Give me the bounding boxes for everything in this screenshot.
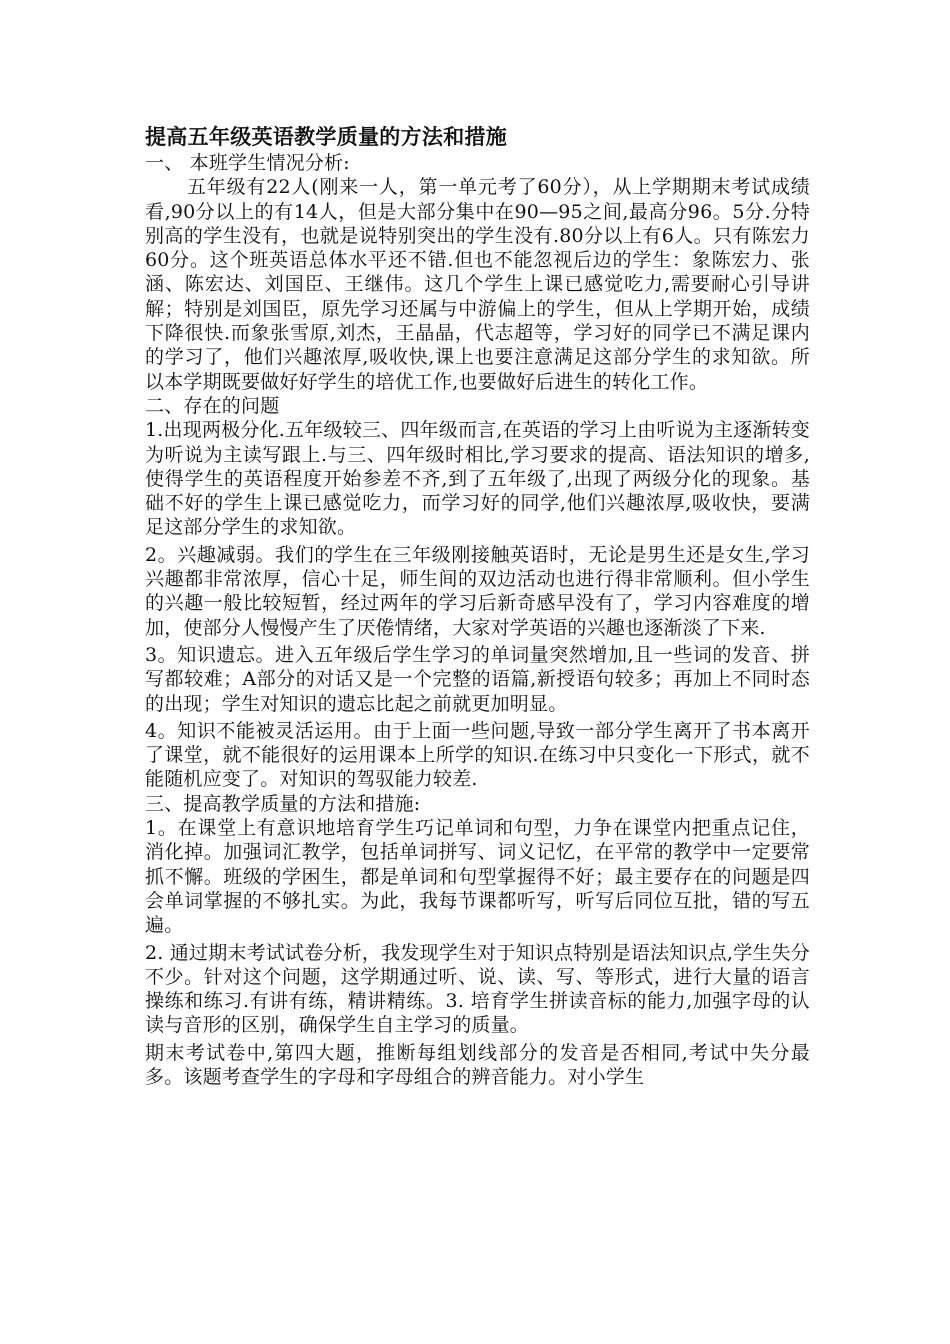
section-heading-2: 二、存在的问题 [145,394,280,417]
document-title: 提高五年级英语教学质量的方法和措施 [145,124,508,149]
paragraph-measure-3: 期末考试卷中,第四大题，推断每组划线部分的发音是否相同,考试中失分最多。该题考查学生的字母和字母组合的辨音能力。对小学生 [145,1041,810,1088]
paragraph-measure-2: 2. 通过期末考试试卷分析，我发现学生对于知识点特别是语法知识点,学生失分不少。针对这个问题，这学期通过听、说、读、写、等形式，进行大量的语言操练和练习.有讲有练，精讲精练。3. 培育学生拼读音标的能力,加强字母的认读与音形的区别，确保学生自主学习的质量。 [145,941,810,1037]
paragraph-problem-4: 4。知识不能被灵活运用。由于上面一些问题,导致一部分学生离开了书本离开了课堂，就不能很好的运用课本上所学的知识.在练习中只变化一下形式，就不能随机应变了。对知识的驾驭能力较差. [145,719,810,791]
paragraph-problem-2: 2。兴趣减弱。我们的学生在三年级刚接触英语时，无论是男生还是女生,学习兴趣都非常浓厚，信心十足，师生间的双边活动也进行得非常顺利。但小学生的兴趣一般比较短暂，经过两年的学习后新奇感早没有了，学习内容难度的增加，使部分人慢慢产生了厌倦情绪，大家对学英语的兴趣也逐渐淡了下来. [145,543,810,639]
section-heading-3: 三、提高教学质量的方法和措施: [145,792,421,815]
paragraph-problem-3: 3。知识遗忘。进入五年级后学生学习的单词量突然增加,且一些词的发音、拼写都较难；A部分的对话又是一个完整的语篇,新授语句较多；再加上不同时态的出现；学生对知识的遗忘比起之前就更加明显。 [145,643,810,715]
paragraph-class-analysis: 五年级有22人(刚来一人，第一单元考了60分），从上学期期末考试成绩看,90分以上的有14人，但是大部分集中在90—95之间,最高分96。5分.分特别高的学生没有，也就是说特别突出的学生没有.80分以上有6人。只有陈宏力60分。这个班英语总体水平还不错.但也不能忽视后边的学生：象陈宏力、张涵、陈宏达、刘国臣、王继伟。这几个学生上课已感觉吃力,需要耐心引导讲解；特别是刘国臣，原先学习还属与中游偏上的学生，但从上学期开始，成绩下降很快.而象张雪原,刘杰，王晶晶，代志超等，学习好的同学已不满足课内的学习了，他们兴趣浓厚,吸收快,课上也要注意满足这部分学生的求知欲。所以本学期既要做好好学生的培优工作,也要做好后进生的转化工作。 [145,176,810,393]
document-page [145,122,810,1089]
paragraph-measure-1: 1。在课堂上有意识地培育学生巧记单词和句型，力争在课堂内把重点记住，消化掉。加强词汇教学，包括单词拼写、词义记忆，在平常的教学中一定要常抓不懈。班级的学困生，都是单词和句型掌握得不好；最主要存在的问题是四会单词掌握的不够扎实。为此，我每节课都听写，听写后同位互批，错的写五遍。 [145,817,810,937]
section-heading-1: 一、 本班学生情况分析: [145,152,350,174]
paragraph-problem-1: 1.出现两极分化.五年级较三、四年级而言,在英语的学习上由听说为主逐渐转变为听说为主读写跟上.与三、四年级时相比,学习要求的提高、语法知识的增多,使得学生的英语程度开始参差不齐,到了五年级了,出现了两级分化的现象。基础不好的学生上课已感觉吃力，而学习好的同学,他们兴趣浓厚,吸收快，要满足这部分学生的求知欲。 [145,419,810,539]
